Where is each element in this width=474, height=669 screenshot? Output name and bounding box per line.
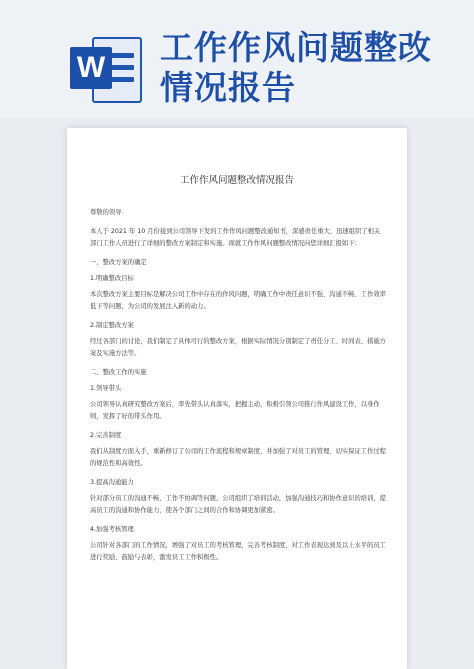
- document-body: [90, 207, 386, 571]
- body-paragraph: 针对部分员工的沟通不畅、工作不协调等问题，公司组织了培训活动，加强沟通技巧和协作意识的培训，提高员工的沟通和协作能力，使各个部门之间的合作和协调更加紧密。: [90, 495, 386, 514]
- body-paragraph: 尊敬的领导：: [90, 209, 128, 216]
- section-heading: 1.领导带头: [90, 385, 122, 392]
- section-heading: 2.制定整改方案: [90, 322, 134, 329]
- body-paragraph: 公司针对各部门的工作情况，增强了对员工的考核管理，完善考核制度，对工作表现达到及以上水平的员工进行奖励、鼓励与表彰，激发员工工作积极性。: [90, 542, 386, 561]
- body-paragraph: 我们从制度方面入手，重新修订了公司的工作流程和规章制度，并加强了对员工的管理，切实保证工作过程的规范性和高效性。: [90, 448, 386, 467]
- body-paragraph: 本次整改方案主要目标是解决公司工作中存在的作风问题，明确工作中责任意识不强、沟通不畅、工作效率低下等问题，为公司的发展注入新的动力。: [90, 291, 386, 310]
- banner-title: 工作作风问题整改情况报告: [160, 28, 432, 107]
- body-paragraph: 公司领导认真研究整改方案后，率先带头认真落实，把握主动，积极引领公司推行作风建设工作，以身作则，发挥了好的带头作用。: [90, 401, 380, 420]
- section-heading: 1.明确整改目标: [90, 275, 134, 282]
- document-page: [67, 128, 407, 669]
- section-heading: 2.完善制度: [90, 432, 122, 439]
- section-heading: 一、整改方案的确定: [90, 259, 147, 266]
- document-title: 工作作风问题整改情况报告: [179, 175, 294, 186]
- body-paragraph: 经过各部门的讨论，我们制定了具体可行的整改方案，根据实际情况分别制定了责任分工、时间表、措施方案及实施方法等。: [90, 338, 386, 357]
- word-logo-icon: W: [70, 47, 112, 89]
- section-heading: 二、整改工作的实施: [90, 369, 147, 376]
- body-paragraph: 本人于 2021 年 10 月份接到公司领导下发的工作作风问题整改通知书，深感责任重大，迅速组织了相关部门工作人员进行了详细的整改方案制定和实施。现就工作作风问题整改情况向您详细汇报如下：: [90, 228, 381, 247]
- section-heading: 4.加强考核管理: [90, 526, 134, 533]
- header-banner: [0, 0, 474, 118]
- word-document-icon: [70, 33, 138, 103]
- section-heading: 3.提高沟通能力: [90, 479, 134, 486]
